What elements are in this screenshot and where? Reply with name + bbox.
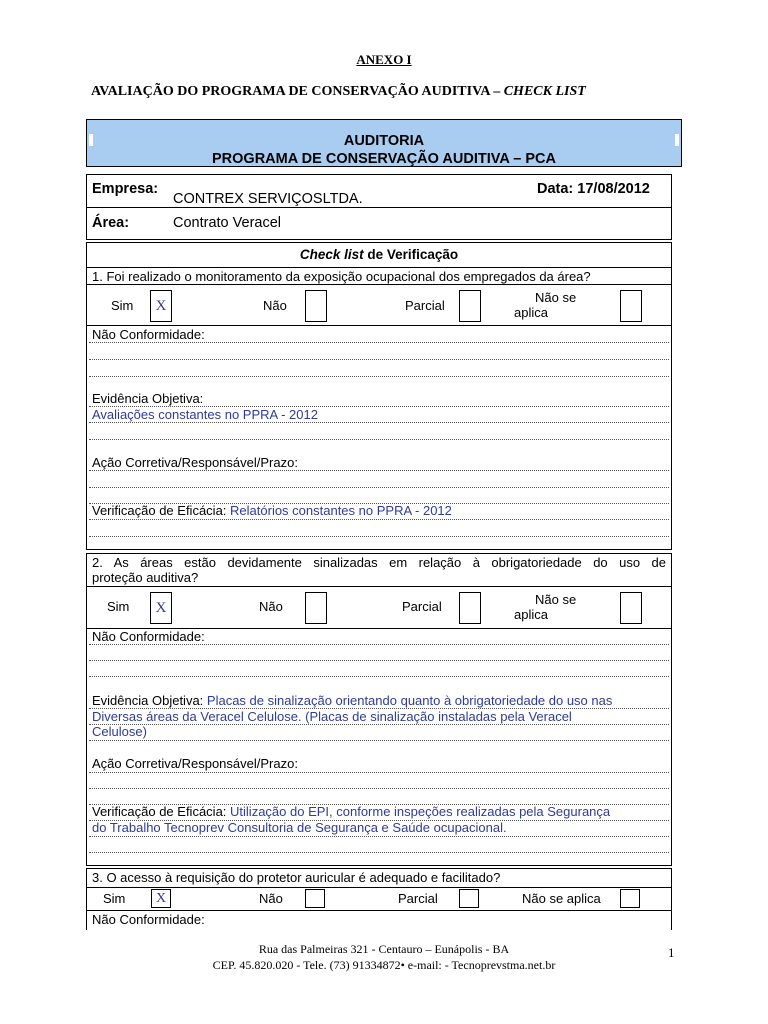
q2-acao-label: Ação Corretiva/Responsável/Prazo: bbox=[92, 756, 298, 771]
row-separator bbox=[87, 267, 671, 268]
question-3: 3. O acesso à requisição do protetor auricular é adequado e facilitado? bbox=[92, 870, 501, 885]
q2-evidencia-line-3: Celulose) bbox=[92, 724, 147, 739]
dotted-line bbox=[89, 406, 669, 407]
document-title bbox=[91, 84, 586, 100]
q3-nao-checkbox[interactable] bbox=[305, 889, 325, 908]
q1-nsa-label-1: Não se bbox=[535, 290, 577, 305]
dotted-line bbox=[89, 536, 669, 537]
dotted-line bbox=[89, 740, 669, 741]
q1-sim-checkbox[interactable]: X bbox=[150, 290, 172, 322]
dotted-line bbox=[89, 359, 669, 360]
document-title-main: AVALIAÇÃO DO PROGRAMA DE CONSERVAÇÃO AUDITIVA – bbox=[91, 84, 504, 99]
checklist-block-3 bbox=[86, 868, 672, 930]
company-info-box bbox=[86, 174, 672, 240]
q2-verificacao-label: Verificação de Eficácia: bbox=[92, 804, 227, 819]
area-value: Contrato Veracel bbox=[173, 215, 282, 231]
q2-verificacao-line-2: do Trabalho Tecnoprev Consultoria de Segurança e Saúde ocupacional. bbox=[92, 820, 507, 835]
checklist-title-italic: Check list bbox=[299, 247, 364, 262]
area-label: Área: bbox=[92, 215, 130, 231]
dotted-line bbox=[89, 422, 669, 423]
q3-sim-checkbox[interactable]: X bbox=[151, 889, 171, 908]
q3-sim-label: Sim bbox=[103, 891, 126, 906]
question-2-line-1: 2. As áreas estão devidamente sinalizadas em relação à obrigatoriedade do uso de bbox=[92, 555, 666, 570]
dotted-line bbox=[89, 660, 669, 661]
q1-nsa-label-2: aplica bbox=[514, 305, 548, 320]
document-title-italic: CHECK LIST bbox=[503, 84, 586, 99]
row-separator bbox=[87, 586, 671, 587]
q3-nsa-label: Não se aplica bbox=[522, 891, 601, 906]
q3-nao-label: Não bbox=[259, 891, 283, 906]
q2-nsa-label-2: aplica bbox=[514, 607, 548, 622]
checklist-title bbox=[87, 247, 671, 262]
q3-parcial-checkbox[interactable] bbox=[459, 889, 479, 908]
q3-nao-conformidade-label: Não Conformidade: bbox=[92, 912, 205, 927]
page-number: 1 bbox=[668, 945, 675, 960]
footer-contact: CEP. 45.820.020 - Tele. (73) 91334872• e-mail: - Tecnoprevstma.net.br bbox=[212, 958, 556, 972]
dotted-line bbox=[89, 772, 669, 773]
dotted-line bbox=[89, 376, 669, 377]
q2-nsa-checkbox[interactable] bbox=[620, 592, 642, 624]
checklist-title-rest: de Verificação bbox=[363, 247, 459, 262]
checklist-block-1 bbox=[86, 242, 672, 550]
q2-parcial-checkbox[interactable] bbox=[459, 592, 481, 624]
q2-nao-checkbox[interactable] bbox=[305, 592, 327, 624]
row-separator bbox=[87, 284, 671, 285]
data-label: Data: 17/08/2012 bbox=[537, 181, 650, 197]
q2-sim-label: Sim bbox=[107, 599, 130, 614]
info-separator bbox=[87, 207, 671, 208]
q2-evidencia-line-2: Diversas áreas da Veracel Celulose. (Placas de sinalização instaladas pela Veracel bbox=[92, 709, 572, 724]
dotted-line bbox=[89, 470, 669, 471]
q1-verificacao-text: Relatórios constantes no PPRA - 2012 bbox=[230, 503, 452, 518]
q2-verificacao-line-1: Utilização do EPI, conforme inspeções realizadas pela Segurança bbox=[230, 804, 611, 819]
banner-line-1: AUDITORIA bbox=[343, 133, 425, 149]
q3-parcial-label: Parcial bbox=[398, 891, 438, 906]
q1-nsa-checkbox[interactable] bbox=[620, 290, 642, 322]
dotted-line bbox=[89, 676, 669, 677]
q1-acao-label: Ação Corretiva/Responsável/Prazo: bbox=[92, 455, 298, 470]
q2-evidencia bbox=[92, 693, 666, 708]
q1-evidencia-text: Avaliações constantes no PPRA - 2012 bbox=[92, 407, 318, 422]
checklist-block-2 bbox=[86, 553, 672, 866]
question-1: 1. Foi realizado o monitoramento da exposição ocupacional dos empregados da área? bbox=[92, 269, 591, 284]
dotted-line bbox=[89, 487, 669, 488]
dotted-line bbox=[89, 439, 669, 440]
row-separator bbox=[87, 325, 671, 326]
dotted-line bbox=[89, 342, 669, 343]
q1-verificacao bbox=[92, 503, 452, 518]
empresa-label: Empresa: bbox=[92, 181, 159, 197]
dotted-line bbox=[89, 519, 669, 520]
q2-verificacao bbox=[92, 804, 666, 819]
q1-parcial-checkbox[interactable] bbox=[459, 290, 481, 322]
q2-nao-conformidade-label: Não Conformidade: bbox=[92, 629, 205, 644]
question-2-line-2: proteção auditiva? bbox=[92, 570, 199, 585]
q1-nao-checkbox[interactable] bbox=[305, 290, 327, 322]
audit-banner bbox=[86, 119, 682, 167]
q2-evidencia-line-1: Placas de sinalização orientando quanto à obrigatoriedade do uso nas bbox=[206, 693, 613, 708]
row-separator bbox=[87, 910, 671, 911]
q2-evidencia-label: Evidência Objetiva: bbox=[92, 693, 204, 708]
q2-parcial-label: Parcial bbox=[402, 599, 442, 614]
dotted-line bbox=[89, 852, 669, 853]
footer-address: Rua das Palmeiras 321 - Centauro – Eunápolis - BA bbox=[258, 942, 510, 956]
dotted-line bbox=[89, 836, 669, 837]
q2-nao-label: Não bbox=[259, 599, 283, 614]
q3-nsa-checkbox[interactable] bbox=[620, 889, 640, 908]
q1-parcial-label: Parcial bbox=[405, 298, 445, 313]
q1-nao-conformidade-label: Não Conformidade: bbox=[92, 327, 205, 342]
q2-nsa-label-1: Não se bbox=[535, 592, 577, 607]
q1-nao-label: Não bbox=[263, 298, 287, 313]
dotted-line bbox=[89, 644, 669, 645]
empresa-value: CONTREX SERVIÇOSLTDA. bbox=[173, 191, 363, 207]
row-separator bbox=[87, 887, 671, 888]
q1-verificacao-label: Verificação de Eficácia: bbox=[92, 503, 227, 518]
dotted-line bbox=[89, 788, 669, 789]
q2-sim-checkbox[interactable]: X bbox=[150, 592, 172, 624]
annex-title: ANEXO I bbox=[356, 52, 412, 67]
q1-sim-label: Sim bbox=[111, 298, 134, 313]
banner-line-2: PROGRAMA DE CONSERVAÇÃO AUDITIVA – PCA bbox=[212, 151, 556, 167]
q1-evidencia-label: Evidência Objetiva: bbox=[92, 391, 204, 406]
